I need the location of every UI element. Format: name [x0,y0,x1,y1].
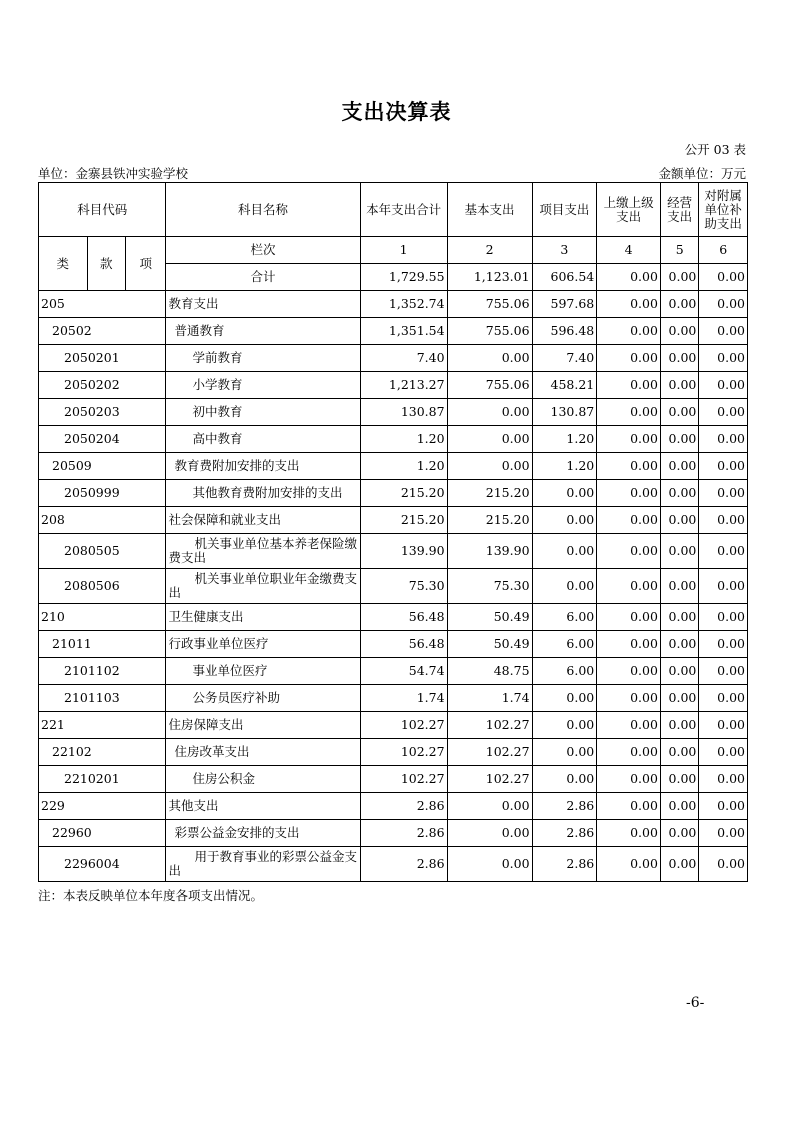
table-row [39,507,748,534]
row-total: 1,352.74 [360,291,447,318]
col-number-2: 2 [447,237,532,264]
total-value: 606.54 [532,264,597,291]
row-project: 0.00 [532,480,597,507]
table-row [39,793,748,820]
row-subsidy: 0.00 [699,793,748,820]
row-basic: 0.00 [447,793,532,820]
row-total: 102.27 [360,766,447,793]
row-subsidy: 0.00 [699,291,748,318]
row-name: 普通教育 [166,318,360,345]
row-project: 0.00 [532,766,597,793]
table-row [39,480,748,507]
table-row [39,372,748,399]
row-basic: 755.06 [447,291,532,318]
row-subsidy: 0.00 [699,372,748,399]
row-project: 7.40 [532,345,597,372]
header-upper: 上缴上级支出 [597,183,661,237]
total-value: 1,123.01 [447,264,532,291]
row-upper: 0.00 [597,507,661,534]
row-name: 住房公积金 [166,766,360,793]
row-business: 0.00 [660,372,698,399]
row-total: 2.86 [360,793,447,820]
row-project: 0.00 [532,534,597,569]
row-total: 2.86 [360,820,447,847]
row-upper: 0.00 [597,372,661,399]
table-row [39,453,748,480]
col-number-6: 6 [699,237,748,264]
row-project: 6.00 [532,631,597,658]
row-total: 56.48 [360,604,447,631]
row-project: 6.00 [532,658,597,685]
row-total: 102.27 [360,739,447,766]
form-number: 公开 03 表 [684,142,746,157]
row-project: 0.00 [532,507,597,534]
row-business: 0.00 [660,685,698,712]
row-upper: 0.00 [597,604,661,631]
row-basic: 102.27 [447,712,532,739]
row-business: 0.00 [660,604,698,631]
row-subsidy: 0.00 [699,318,748,345]
row-upper: 0.00 [597,712,661,739]
table-row [39,739,748,766]
row-total: 215.20 [360,480,447,507]
header-code: 科目代码 [39,183,166,237]
row-project: 2.86 [532,793,597,820]
row-code: 2080505 [39,534,166,569]
table-row [39,631,748,658]
row-total: 7.40 [360,345,447,372]
row-business: 0.00 [660,507,698,534]
row-project: 458.21 [532,372,597,399]
row-total: 1,213.27 [360,372,447,399]
row-basic: 102.27 [447,739,532,766]
table-row [39,318,748,345]
header-xiang: 项 [125,237,165,291]
row-upper: 0.00 [597,766,661,793]
row-name: 事业单位医疗 [166,658,360,685]
row-code: 2050202 [39,372,166,399]
row-project: 2.86 [532,820,597,847]
row-project: 1.20 [532,453,597,480]
row-name: 机关事业单位基本养老保险缴费支出 [166,534,360,569]
row-project: 596.48 [532,318,597,345]
row-upper: 0.00 [597,426,661,453]
row-basic: 139.90 [447,534,532,569]
row-business: 0.00 [660,426,698,453]
row-subsidy: 0.00 [699,507,748,534]
row-upper: 0.00 [597,820,661,847]
row-name: 公务员医疗补助 [166,685,360,712]
row-code: 2050204 [39,426,166,453]
row-code: 205 [39,291,166,318]
row-subsidy: 0.00 [699,847,748,882]
row-business: 0.00 [660,345,698,372]
row-total: 1,351.54 [360,318,447,345]
row-business: 0.00 [660,534,698,569]
header-subsidy: 对附属单位补助支出 [699,183,748,237]
row-code: 208 [39,507,166,534]
row-business: 0.00 [660,399,698,426]
row-upper: 0.00 [597,793,661,820]
row-code: 2210201 [39,766,166,793]
row-business: 0.00 [660,793,698,820]
col-number-4: 4 [597,237,661,264]
row-total: 215.20 [360,507,447,534]
row-basic: 48.75 [447,658,532,685]
col-number-5: 5 [660,237,698,264]
row-subsidy: 0.00 [699,658,748,685]
row-business: 0.00 [660,291,698,318]
row-basic: 0.00 [447,453,532,480]
row-code: 229 [39,793,166,820]
row-name: 卫生健康支出 [166,604,360,631]
row-name: 社会保障和就业支出 [166,507,360,534]
column-number-row [39,237,748,264]
row-basic: 755.06 [447,372,532,399]
row-upper: 0.00 [597,847,661,882]
row-code: 2296004 [39,847,166,882]
row-basic: 755.06 [447,318,532,345]
row-upper: 0.00 [597,453,661,480]
row-code: 2050201 [39,345,166,372]
row-subsidy: 0.00 [699,480,748,507]
row-business: 0.00 [660,480,698,507]
row-project: 6.00 [532,604,597,631]
row-upper: 0.00 [597,345,661,372]
row-name: 学前教育 [166,345,360,372]
row-basic: 0.00 [447,847,532,882]
table-row [39,345,748,372]
unit-label: 单位：金寨县铁冲实验学校 [38,166,189,181]
row-name: 其他支出 [166,793,360,820]
row-name: 住房保障支出 [166,712,360,739]
row-total: 54.74 [360,658,447,685]
row-upper: 0.00 [597,534,661,569]
row-upper: 0.00 [597,399,661,426]
row-project: 130.87 [532,399,597,426]
col-number-1: 1 [360,237,447,264]
row-subsidy: 0.00 [699,712,748,739]
row-business: 0.00 [660,658,698,685]
table-row [39,685,748,712]
table-row [39,291,748,318]
row-code: 221 [39,712,166,739]
row-code: 2050999 [39,480,166,507]
row-business: 0.00 [660,712,698,739]
row-code: 2080506 [39,569,166,604]
row-total: 139.90 [360,534,447,569]
table-row [39,399,748,426]
row-total: 1.20 [360,453,447,480]
row-name: 初中教育 [166,399,360,426]
row-business: 0.00 [660,766,698,793]
total-value: 0.00 [699,264,748,291]
money-unit-label: 金额单位：万元 [658,166,746,181]
header-lei: 类 [39,237,88,291]
row-code: 210 [39,604,166,631]
row-total: 56.48 [360,631,447,658]
header-name: 科目名称 [166,183,360,237]
row-basic: 215.20 [447,507,532,534]
row-subsidy: 0.00 [699,426,748,453]
row-subsidy: 0.00 [699,820,748,847]
row-name: 行政事业单位医疗 [166,631,360,658]
row-subsidy: 0.00 [699,631,748,658]
row-subsidy: 0.00 [699,739,748,766]
row-name: 高中教育 [166,426,360,453]
row-basic: 215.20 [447,480,532,507]
page-title: 支出决算表 [341,99,452,124]
row-total: 2.86 [360,847,447,882]
row-code: 20502 [39,318,166,345]
row-project: 597.68 [532,291,597,318]
total-value: 0.00 [597,264,661,291]
row-code: 2101102 [39,658,166,685]
row-basic: 0.00 [447,426,532,453]
row-total: 1.74 [360,685,447,712]
header-total: 本年支出合计 [360,183,447,237]
row-project: 2.86 [532,847,597,882]
row-upper: 0.00 [597,569,661,604]
row-code: 22102 [39,739,166,766]
row-upper: 0.00 [597,291,661,318]
row-upper: 0.00 [597,318,661,345]
row-subsidy: 0.00 [699,766,748,793]
row-upper: 0.00 [597,480,661,507]
row-total: 1.20 [360,426,447,453]
row-basic: 1.74 [447,685,532,712]
row-name: 小学教育 [166,372,360,399]
row-name: 教育费附加安排的支出 [166,453,360,480]
row-code: 2050203 [39,399,166,426]
row-basic: 0.00 [447,399,532,426]
row-subsidy: 0.00 [699,345,748,372]
table-row [39,426,748,453]
table-row [39,712,748,739]
table-row [39,569,748,604]
row-code: 2101103 [39,685,166,712]
row-name: 彩票公益金安排的支出 [166,820,360,847]
row-subsidy: 0.00 [699,534,748,569]
row-upper: 0.00 [597,685,661,712]
row-upper: 0.00 [597,631,661,658]
table-row [39,658,748,685]
header-row [39,183,748,237]
row-subsidy: 0.00 [699,453,748,480]
row-basic: 102.27 [447,766,532,793]
row-code: 20509 [39,453,166,480]
row-subsidy: 0.00 [699,604,748,631]
row-basic: 50.49 [447,631,532,658]
row-name: 用于教育事业的彩票公益金支出 [166,847,360,882]
row-project: 1.20 [532,426,597,453]
table-row [39,820,748,847]
row-name: 机关事业单位职业年金缴费支出 [166,569,360,604]
row-total: 130.87 [360,399,447,426]
row-total: 102.27 [360,712,447,739]
row-business: 0.00 [660,569,698,604]
header-kuan: 款 [87,237,125,291]
row-business: 0.00 [660,739,698,766]
row-total: 75.30 [360,569,447,604]
row-basic: 0.00 [447,345,532,372]
row-project: 0.00 [532,712,597,739]
header-lanci: 栏次 [166,237,360,264]
row-code: 22960 [39,820,166,847]
row-business: 0.00 [660,318,698,345]
row-basic: 75.30 [447,569,532,604]
total-value: 0.00 [660,264,698,291]
row-name: 其他教育费附加安排的支出 [166,480,360,507]
row-subsidy: 0.00 [699,685,748,712]
row-project: 0.00 [532,739,597,766]
table-row [39,604,748,631]
total-value: 1,729.55 [360,264,447,291]
total-label: 合计 [166,264,360,291]
row-business: 0.00 [660,820,698,847]
row-business: 0.00 [660,631,698,658]
header-basic: 基本支出 [447,183,532,237]
col-number-3: 3 [532,237,597,264]
row-basic: 50.49 [447,604,532,631]
page-number: -6- [686,995,705,1011]
table-row [39,534,748,569]
row-basic: 0.00 [447,820,532,847]
header-project: 项目支出 [532,183,597,237]
row-subsidy: 0.00 [699,569,748,604]
table-row [39,766,748,793]
row-name: 教育支出 [166,291,360,318]
row-project: 0.00 [532,685,597,712]
header-business: 经营支出 [660,183,698,237]
row-business: 0.00 [660,453,698,480]
row-code: 21011 [39,631,166,658]
row-business: 0.00 [660,847,698,882]
expenditure-table [38,182,748,882]
row-subsidy: 0.00 [699,399,748,426]
row-project: 0.00 [532,569,597,604]
table-row [39,847,748,882]
row-upper: 0.00 [597,658,661,685]
table-note: 注：本表反映单位本年度各项支出情况。 [38,888,264,903]
row-upper: 0.00 [597,739,661,766]
row-name: 住房改革支出 [166,739,360,766]
